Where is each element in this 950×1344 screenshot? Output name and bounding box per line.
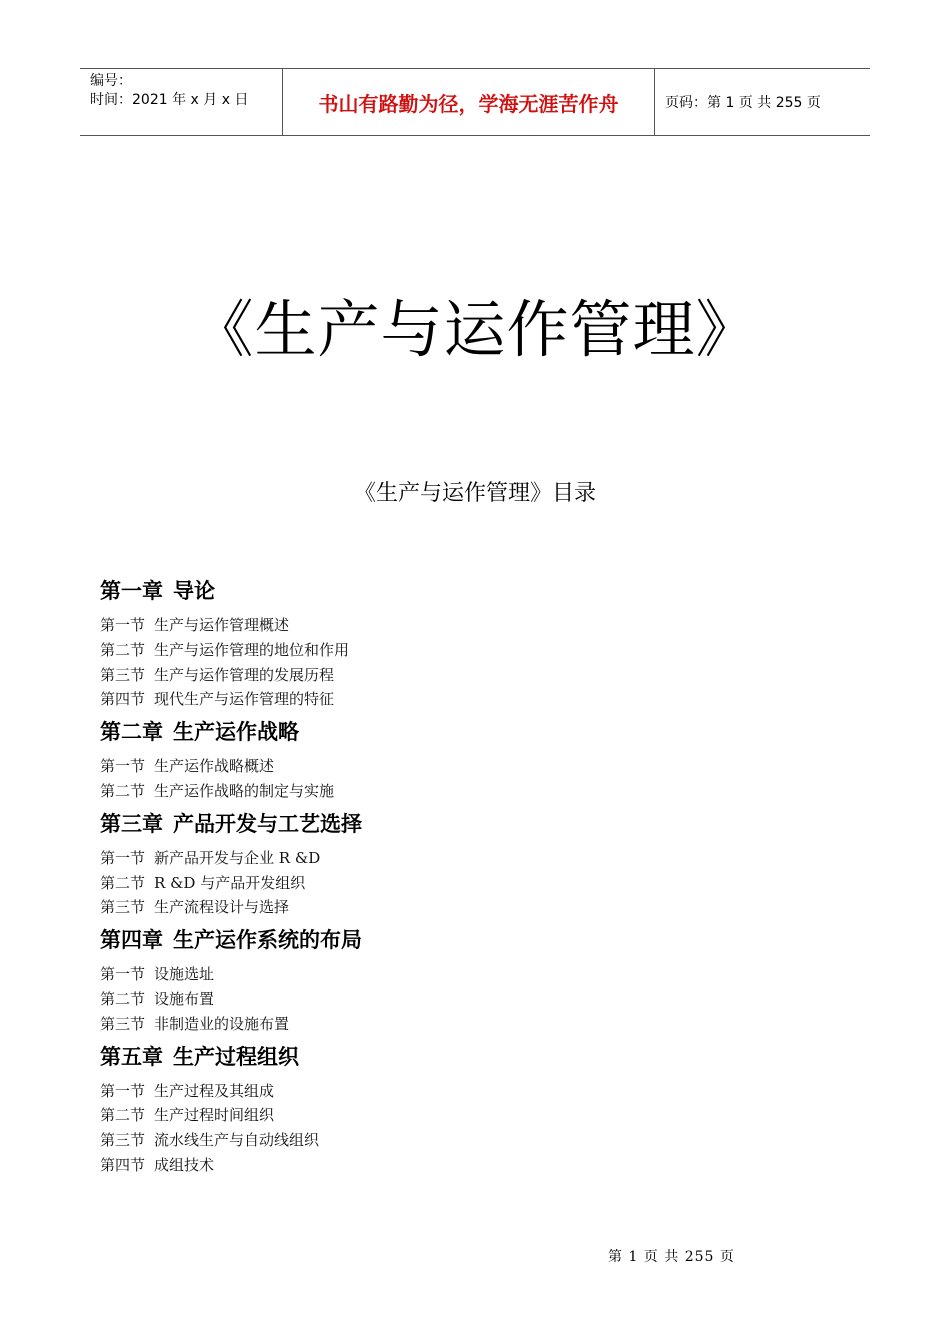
section-item[interactable] [100, 1103, 860, 1128]
doc-time-label: 时间：2021 年 x 月 x 日 [90, 92, 249, 108]
section-item[interactable] [100, 1012, 860, 1037]
section-title: 现代生产与运作管理的特征 [154, 690, 335, 709]
section-title: 流水线生产与自动线组织 [154, 1131, 320, 1150]
chapter-heading[interactable] [100, 1041, 860, 1073]
chapter-heading[interactable] [100, 808, 860, 840]
section-item[interactable] [100, 1153, 860, 1178]
chapter-number: 第四章 [100, 928, 163, 953]
main-title: 《生产与运作管理》 [191, 293, 759, 366]
section-title: 设施布置 [154, 989, 215, 1008]
section-number: 第二节 [100, 873, 146, 892]
doc-number-label: 编号： [90, 73, 132, 89]
section-title: 非制造业的设施布置 [154, 1014, 290, 1033]
chapter-number: 第五章 [100, 1044, 163, 1069]
header-meta-cell [80, 69, 282, 135]
section-title: 生产与运作管理的地位和作用 [154, 640, 350, 659]
section-title: 生产运作战略概述 [154, 757, 275, 776]
section-title: 生产与运作管理的发展历程 [154, 665, 335, 684]
section-number: 第二节 [100, 781, 146, 800]
section-title: 生产运作战略的制定与实施 [154, 781, 335, 800]
section-item[interactable] [100, 754, 860, 779]
section-title: 生产过程及其组成 [154, 1081, 275, 1100]
header-page-info: 页码：第 1 页 共 255 页 [665, 95, 821, 111]
section-number: 第三节 [100, 665, 146, 684]
section-item[interactable] [100, 779, 860, 804]
section-item[interactable] [100, 962, 860, 987]
section-number: 第三节 [100, 1014, 146, 1033]
toc-title: 《生产与运作管理》目录 [353, 481, 596, 506]
section-item[interactable] [100, 987, 860, 1012]
section-item[interactable] [100, 871, 860, 896]
chapter-block [100, 1041, 860, 1178]
section-title: 生产与运作管理概述 [154, 616, 290, 634]
chapter-title: 导论 [173, 579, 215, 603]
section-number: 第一节 [100, 1081, 146, 1100]
chapter-title: 生产运作系统的布局 [173, 928, 362, 953]
section-number: 第三节 [100, 1131, 146, 1150]
chapter-title: 产品开发与工艺选择 [173, 811, 362, 836]
chapter-title: 生产运作战略 [173, 720, 299, 745]
section-number: 第四节 [100, 1155, 146, 1174]
chapter-heading[interactable] [100, 716, 860, 748]
section-number: 第四节 [100, 690, 146, 709]
section-number: 第一节 [100, 616, 146, 634]
chapter-number: 第二章 [100, 720, 163, 745]
section-item[interactable] [100, 613, 860, 638]
section-number: 第一节 [100, 965, 146, 984]
chapter-block [100, 808, 860, 920]
section-title: 新产品开发与企业 R &D [154, 848, 321, 867]
chapter-block [100, 575, 860, 712]
section-title: R &D 与产品开发组织 [154, 873, 306, 892]
section-item[interactable] [100, 846, 860, 871]
page-header-table [80, 68, 870, 136]
chapter-number: 第三章 [100, 811, 163, 836]
section-title: 设施选址 [154, 965, 215, 984]
chapter-block [100, 716, 860, 804]
chapter-heading[interactable] [100, 924, 860, 956]
section-item[interactable] [100, 1079, 860, 1104]
section-number: 第三节 [100, 898, 146, 917]
section-number: 第一节 [100, 848, 146, 867]
section-item[interactable] [100, 663, 860, 688]
chapter-title: 生产过程组织 [173, 1044, 299, 1069]
section-number: 第二节 [100, 640, 146, 659]
section-title: 生产流程设计与选择 [154, 898, 290, 917]
section-number: 第二节 [100, 1106, 146, 1125]
chapter-number: 第一章 [100, 579, 163, 603]
chapter-block [100, 924, 860, 1036]
header-motto: 书山有路勤为径，学海无涯苦作舟 [282, 69, 655, 135]
section-item[interactable] [100, 1128, 860, 1153]
page-footer: 第 1 页 共 255 页 [608, 1249, 735, 1265]
section-item[interactable] [100, 687, 860, 712]
table-of-contents [100, 575, 860, 1182]
section-item[interactable] [100, 895, 860, 920]
section-title: 成组技术 [154, 1155, 215, 1174]
section-item[interactable] [100, 638, 860, 663]
chapter-heading[interactable] [100, 575, 860, 607]
section-title: 生产过程时间组织 [154, 1106, 275, 1125]
section-number: 第一节 [100, 757, 146, 776]
section-number: 第二节 [100, 989, 146, 1008]
